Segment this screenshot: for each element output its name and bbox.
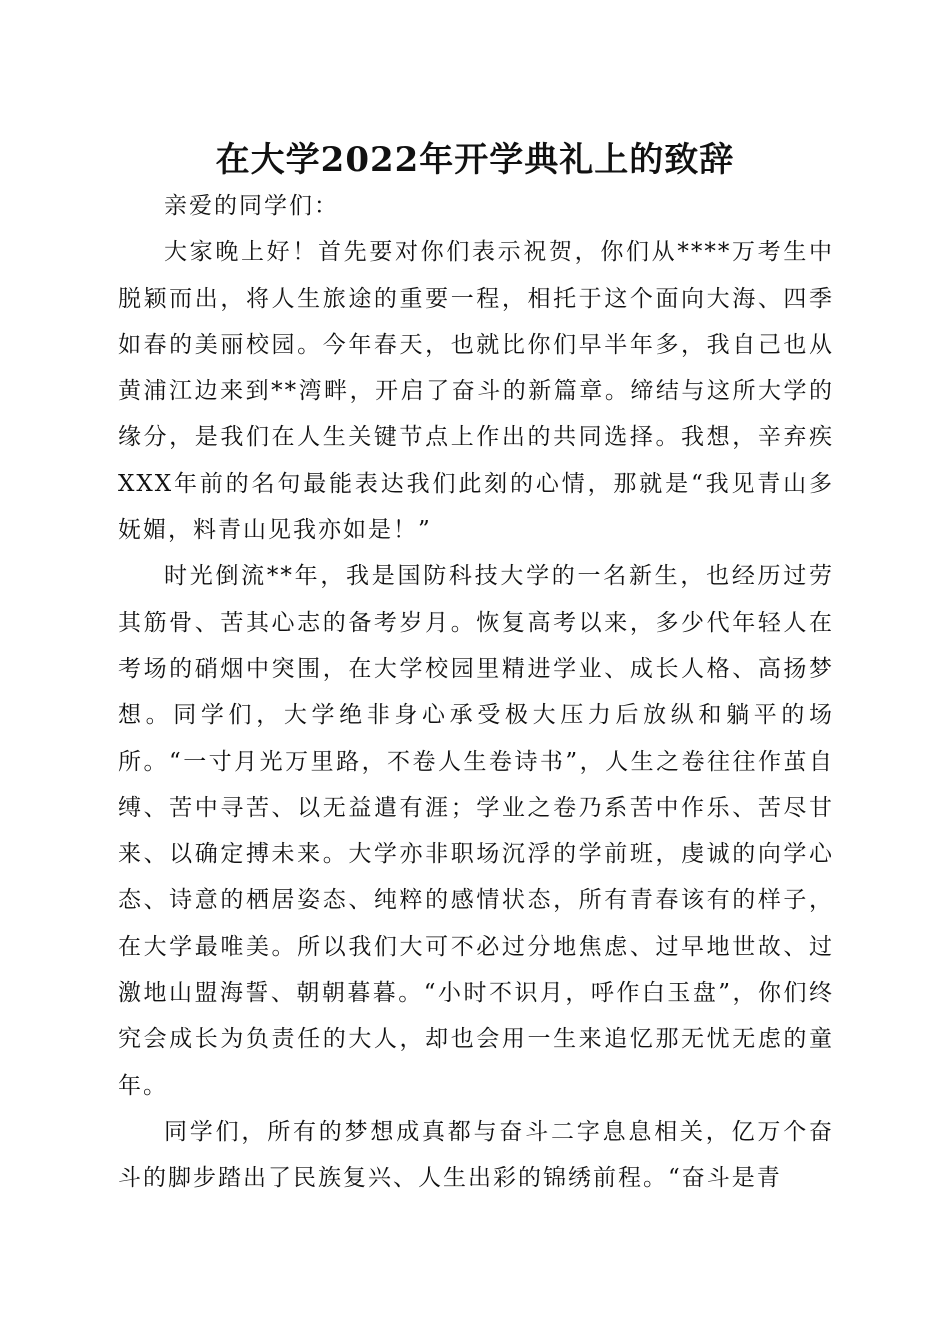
- paragraph-memory: 时光倒流**年，我是国防科技大学的一名新生，也经历过劳其筋骨、苦其心志的备考岁月。恢复高考以来，多少代年轻人在考场的硝烟中突围，在大学校园里精进学业、成长人格、高扬梦想。同学们，大学绝非身心承受极大压力后放纵和躺平的场所。“一寸月光万里路，不卷人生卷诗书”，人生之卷往往作茧自缚、苦中寻苦、以无益遣有涯；学业之卷乃系苦中作乐、苦尽甘来、以确定搏未来。大学亦非职场沉浮的学前班，虔诚的向学心态、诗意的栖居姿态、纯粹的感情状态，所有青春该有的样子，在大学最唯美。所以我们大可不必过分地焦虑、过早地世故、过激地山盟海誓、朝朝暮暮。“小时不识月，呼作白玉盘”，你们终究会成长为负责任的大人，却也会用一生来追忆那无忧无虑的童年。: [118, 563, 834, 1099]
- paragraph-greeting: 大家晚上好！首先要对你们表示祝贺，你们从****万考生中脱颖而出，将人生旅途的重要一程，相托于这个面向大海、四季如春的美丽校园。今年春天，也就比你们早半年多，我自己也从黄浦江边来到**湾畔，开启了奋斗的新篇章。缔结与这所大学的缘分，是我们在人生关键节点上作出的共同选择。我想，辛弃疾XXX年前的名句最能表达我们此刻的心情，那就是“我见青山多妩媚，料青山见我亦如是！”: [118, 239, 834, 544]
- document-title: 在大学2022年开学典礼上的致辞: [215, 140, 735, 180]
- paragraph-struggle: 同学们，所有的梦想成真都与奋斗二字息息相关，亿万个奋斗的脚步踏出了民族复兴、人生出彩的锦绣前程。“奋斗是青: [118, 1118, 834, 1192]
- paragraph-salutation: 亲爱的同学们：: [164, 193, 339, 219]
- document-body: [118, 183, 834, 1202]
